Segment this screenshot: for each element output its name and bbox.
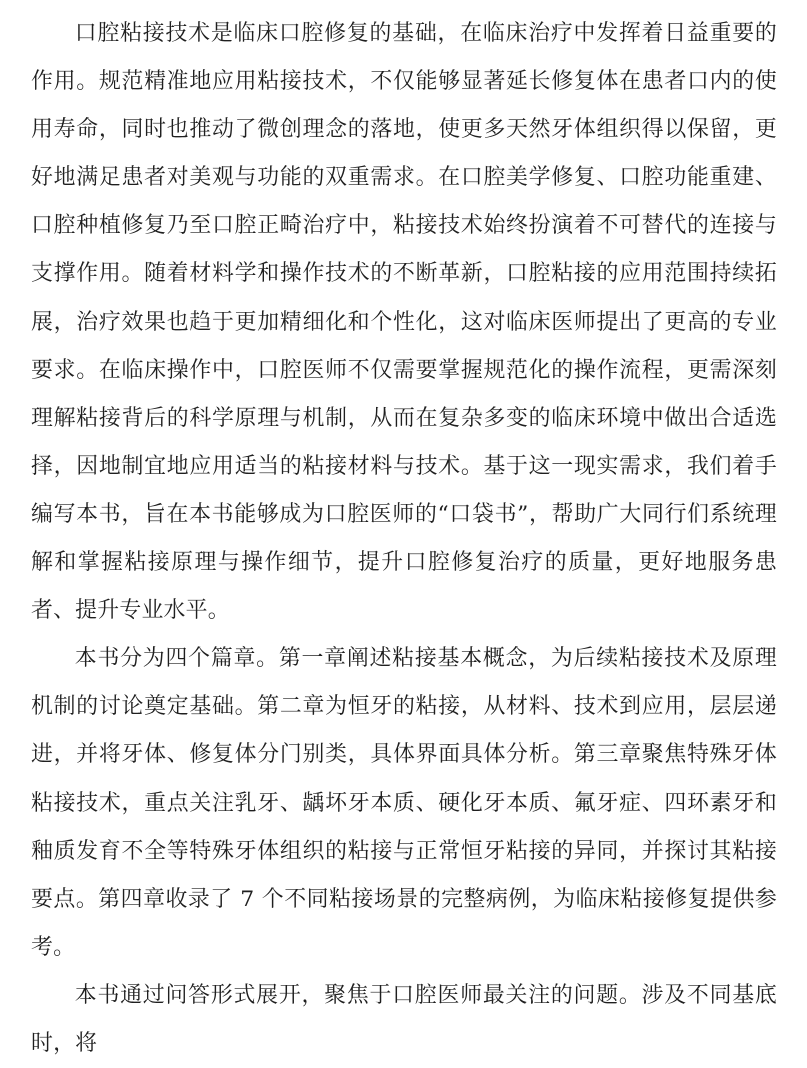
paragraph-format: 本书通过问答形式展开，聚焦于口腔医师最关注的问题。涉及不同基底时，将 — [31, 982, 777, 1056]
paragraph-chapters: 本书分为四个篇章。第一章阐述粘接基本概念，为后续粘接技术及原理机制的讨论奠定基础。第二章为恒牙的粘接，从材料、技术到应用，层层递进，并将牙体、修复体分门别类，具体界面具体分析。第三章聚焦特殊牙体粘接技术，重点关注乳牙、龋坏牙本质、硬化牙本质、氟牙症、四环素牙和釉质发育不全等特殊牙体组织的粘接与正常恒牙粘接的异同，并探讨其粘接要点。第四章收录了 7 个不同粘接场景的完整病例，为临床粘接修复提供参考。 — [31, 646, 777, 960]
document-page — [31, 10, 777, 1056]
paragraph-intro: 口腔粘接技术是临床口腔修复的基础，在临床治疗中发挥着日益重要的作用。规范精准地应用粘接技术，不仅能够显著延长修复体在患者口内的使用寿命，同时也推动了微创理念的落地，使更多天然牙体组织得以保留，更好地满足患者对美观与功能的双重需求。在口腔美学修复、口腔功能重建、口腔种植修复乃至口腔正畸治疗中，粘接技术始终扮演着不可替代的连接与支撑作用。随着材料学和操作技术的不断革新，口腔粘接的应用范围持续拓展，治疗效果也趋于更加精细化和个性化，这对临床医师提出了更高的专业要求。在临床操作中，口腔医师不仅需要掌握规范化的操作流程，更需深刻理解粘接背后的科学原理与机制，从而在复杂多变的临床环境中做出合适选择，因地制宜地应用适当的粘接材料与技术。基于这一现实需求，我们着手编写本书，旨在本书能够成为口腔医师的“口袋书”，帮助广大同行们系统理解和掌握粘接原理与操作细节，提升口腔修复治疗的质量，更好地服务患者、提升专业水平。 — [31, 21, 777, 624]
